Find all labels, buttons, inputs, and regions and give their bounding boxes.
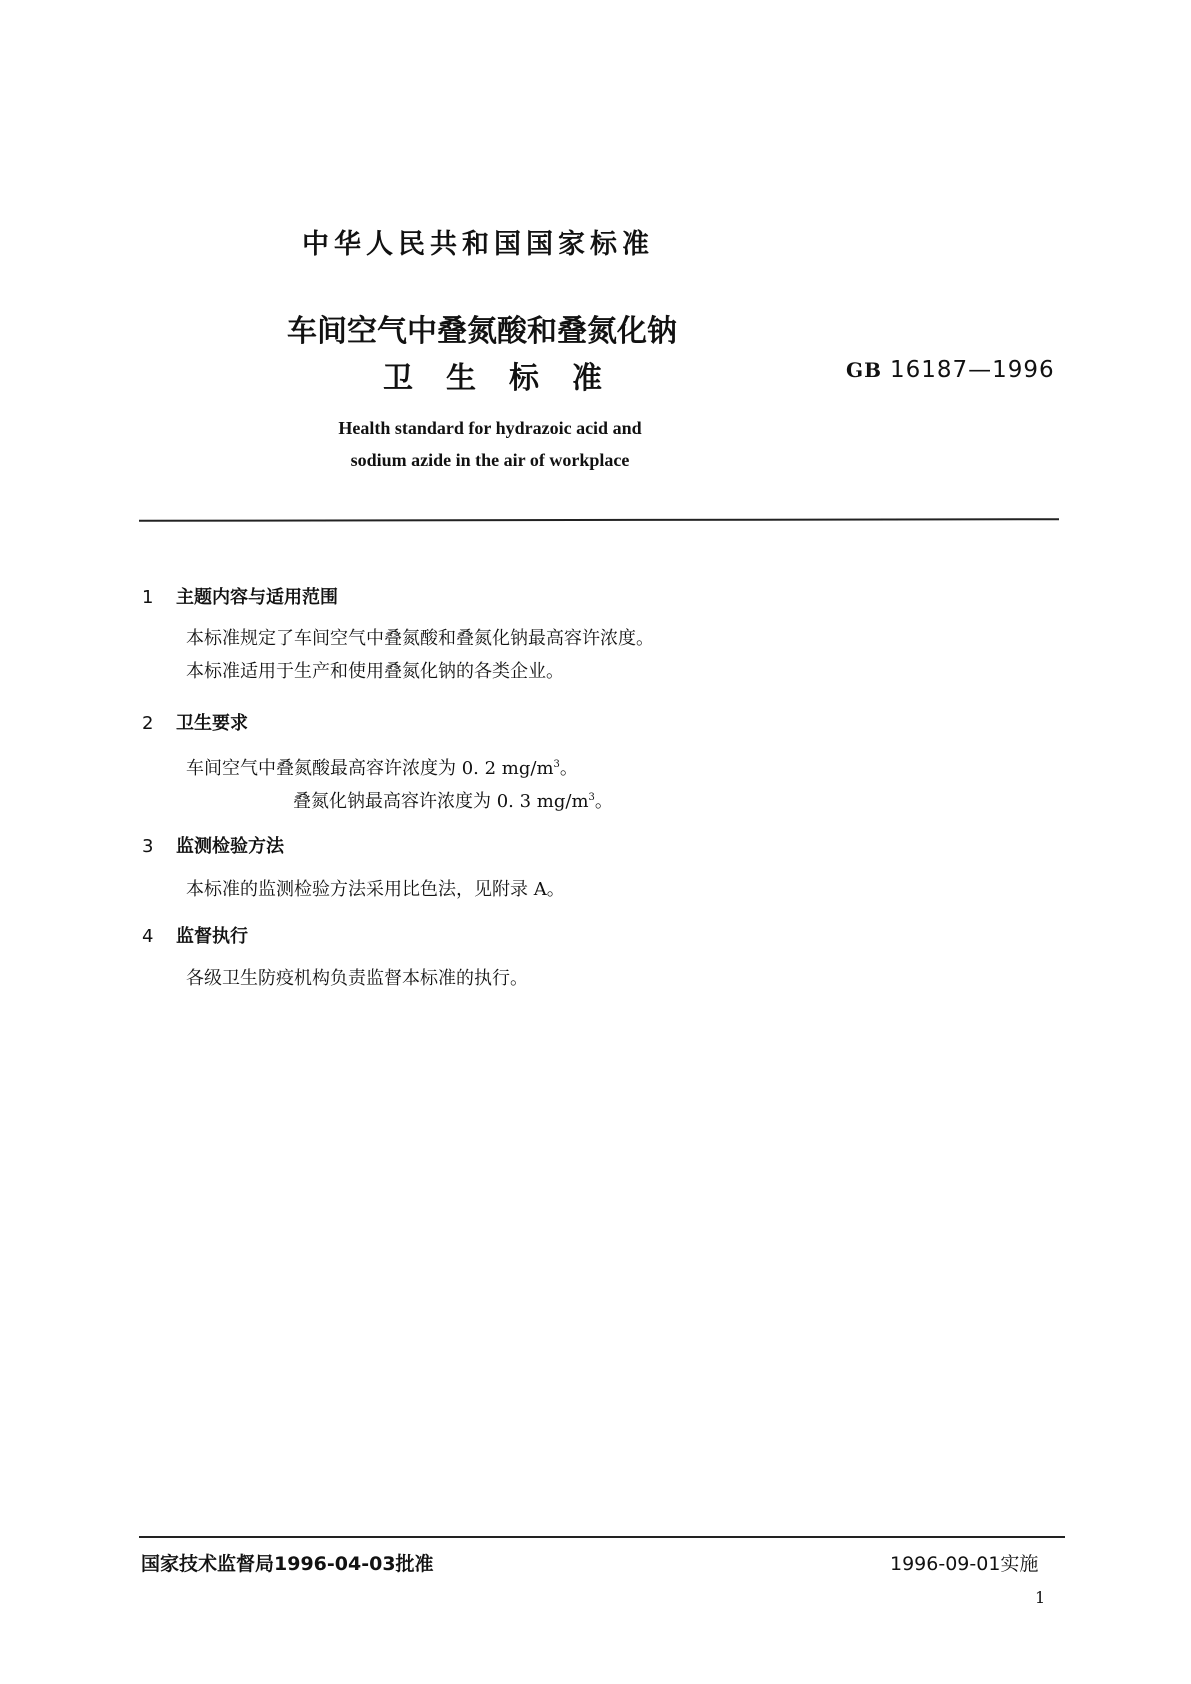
section-1-paragraph-2: 本标准适用于生产和使用叠氮化钠的各类企业。: [186, 661, 564, 682]
sentence-end: 。: [594, 791, 613, 812]
section-number: 3: [142, 836, 154, 857]
english-title: Health standard for hydrazoic acid and sodium azide in the air of workplace: [338, 418, 642, 470]
section-3-paragraph-1: 本标准的监测检验方法采用比色法，见附录 A。: [186, 879, 565, 900]
section-title: 卫生要求: [176, 713, 248, 734]
section-4-paragraph-1: 各级卫生防疫机构负责监督本标准的执行。: [186, 968, 528, 989]
unit-superscript: 3: [588, 792, 595, 803]
section-number: 4: [142, 926, 154, 947]
section-3-heading: [142, 832, 284, 858]
section-2-line-1: [186, 748, 578, 785]
section-1-heading: [142, 583, 338, 609]
national-standard-title: 中华人民共和国国家标准: [302, 229, 654, 260]
standard-title-line2: 卫生标准: [383, 361, 635, 396]
section-number: 1: [142, 587, 154, 608]
footer-divider: [139, 1536, 1065, 1538]
section-4-heading: [142, 922, 248, 948]
section-title: 监督执行: [176, 926, 248, 947]
standard-code-prefix: GB: [846, 358, 882, 382]
section-2-line-2: [293, 781, 613, 818]
header-divider: [139, 518, 1059, 522]
section-number: 2: [142, 713, 154, 734]
standard-code: [846, 357, 1055, 383]
limit-text: 车间空气中叠氮酸最高容许浓度为 0. 2 mg/m: [186, 758, 554, 779]
sentence-end: 。: [559, 758, 578, 779]
limit-text: 叠氮化钠最高容许浓度为 0. 3 mg/m: [293, 791, 589, 812]
section-title: 主题内容与适用范围: [176, 587, 338, 608]
section-1-paragraph-1: 本标准规定了车间空气中叠氮酸和叠氮化钠最高容许浓度。: [186, 628, 654, 649]
approval-date: 国家技术监督局1996-04-03批准: [141, 1553, 434, 1575]
effective-date: 1996-09-01实施: [890, 1553, 1039, 1575]
unit-superscript: 3: [553, 759, 560, 770]
standard-code-number: 16187—1996: [889, 357, 1055, 383]
standard-title-line1: 车间空气中叠氮酸和叠氮化钠: [287, 314, 677, 349]
section-title: 监测检验方法: [176, 836, 284, 857]
page-number: 1: [1035, 1588, 1046, 1607]
section-2-heading: [142, 709, 248, 735]
